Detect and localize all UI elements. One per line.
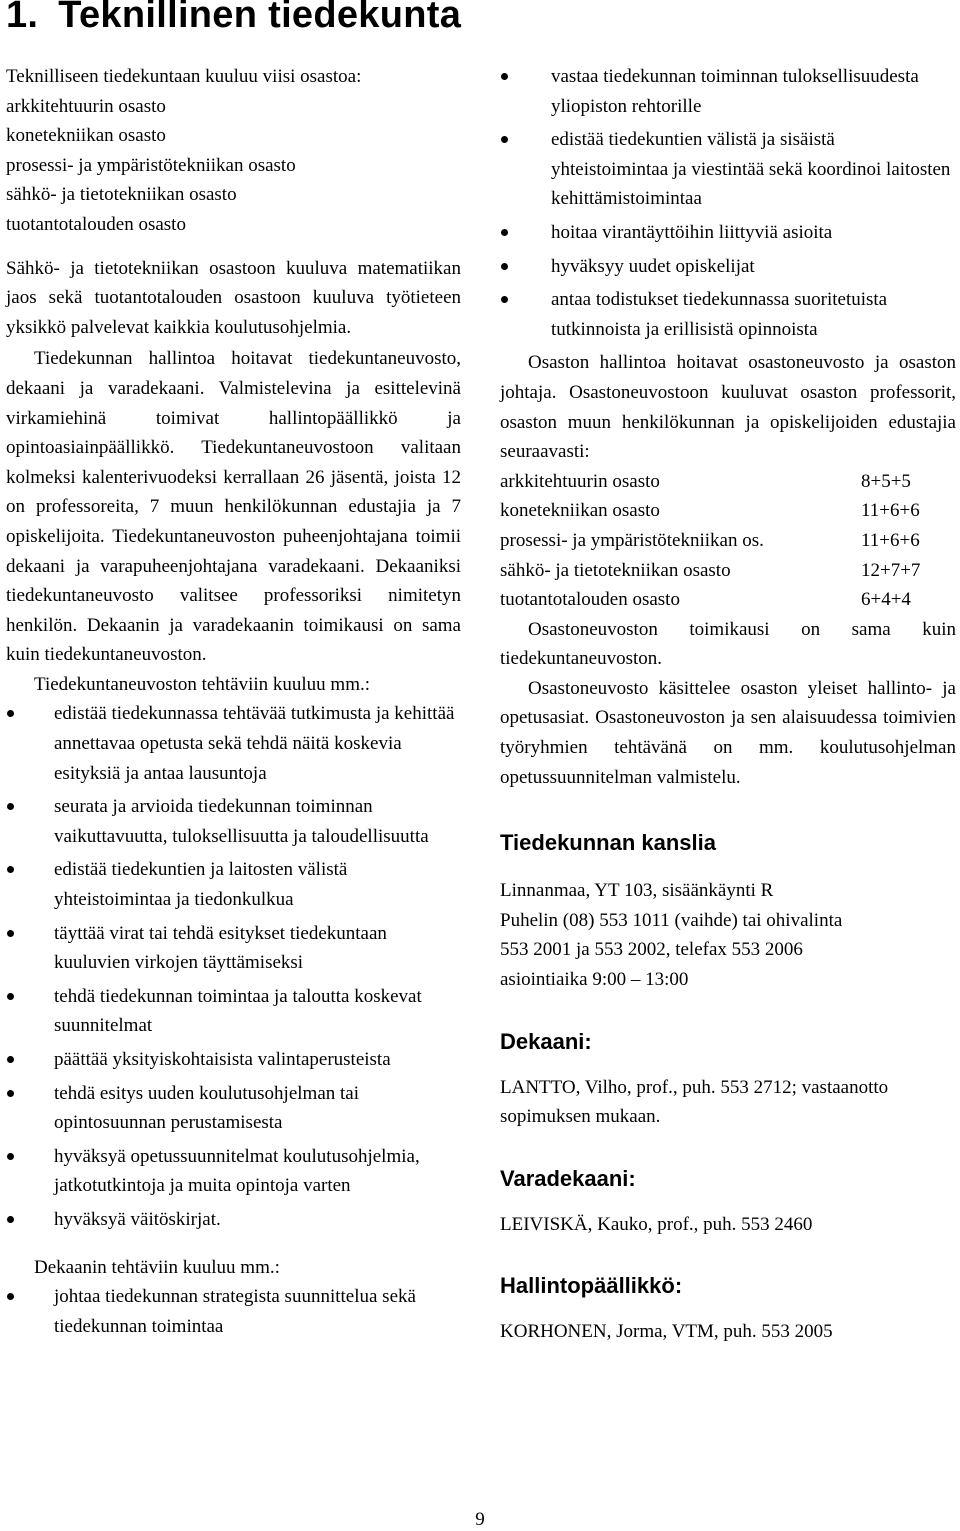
vice-dean-contact: LEIVISKÄ, Kauko, prof., puh. 553 2460 [500,1213,813,1235]
list-item: johtaa tiedekunnan strategista suunnittelua sekä tiedekunnan toimintaa [6,1282,461,1341]
service-paragraph: Sähkö- ja tietotekniikan osastoon kuuluva matematiikan jaos sekä tuotantotalouden osastoon kuuluva työtieteen yksikkö palvelevat kaikkia koulutusohjelmia. [6,257,461,338]
office-heading: Tiedekunnan kanslia [500,830,717,856]
bullet-icon [501,296,508,303]
seat-allocation: 11+6+6 [861,500,920,522]
bullet-icon [501,136,508,143]
bullet-icon [7,1090,14,1097]
dean-contact: LANTTO, Vilho, prof., puh. 553 2712; vastaanotto sopimuksen mukaan. [500,1076,889,1128]
bullet-icon [501,263,508,270]
tasks-paragraph: Osastoneuvosto käsittelee osaston yleiset hallinto- ja opetusasiat. Osastoneuvoston ja sen alaisuudessa toimivien työryhmien tehtävänä on mm. koulutusohjelman opetussuunnitelman valmistelu. [500,677,956,788]
bullet-icon [7,710,14,717]
department-name: arkkitehtuurin osasto [500,470,660,492]
page-number: 9 [475,1509,485,1530]
bullet-icon [7,866,14,873]
list-item: hoitaa virantäyttöihin liittyviä asioita [500,218,956,248]
council-duties-intro: Tiedekuntaneuvoston tehtäviin kuuluu mm.: [34,673,370,695]
intro-block [6,62,461,240]
administrative-head-heading: Hallintopäällikkö: [500,1273,683,1299]
seat-allocation: 8+5+5 [861,470,911,492]
department-name: prosessi- ja ympäristötekniikan os. [500,529,764,551]
bullet-icon [501,73,508,80]
bullet-icon [7,1293,14,1300]
right-column [500,62,956,1347]
list-item: tehdä esitys uuden koulutusohjelman tai opintosuunnan perustamisesta [6,1079,461,1138]
administration-paragraph: Tiedekunnan hallintoa hoitavat tiedekuntaneuvosto, dekaani ja varadekaani. Valmistelevina ja esittelevinä virkamiehinä toimivat hallintopäällikkö ja opintoasiainpäällikkö. Tiedekuntaneuvostoon valitaan kolmeksi kalenterivuodeksi kerrallaan 26 jäsentä, joista 12 on professoreita, 7 muun henkilökunnan edustajia ja 7 opiskelijoita. Tiedekuntaneuvoston puheenjohtajana toimii dekaani ja varapuheenjohtajana varadekaani. Dekaaniksi tiedekuntaneuvosto valitsee professoriksi nimitetyn henkilön. Dekaanin ja varadekaanin toimikausi on sama kuin tiedekuntaneuvoston. [6,348,461,666]
list-item: antaa todistukset tiedekunnassa suoritetuista tutkinnoista ja erillisistä opinnoista [500,285,956,344]
table-row [500,496,956,526]
term-paragraph: Osastoneuvoston toimikausi on sama kuin tiedekuntaneuvoston. [500,618,956,670]
bullet-icon [501,229,508,236]
dean-duties-continued-list [500,62,956,344]
department-line: prosessi- ja ympäristötekniikan osasto [6,154,296,176]
bullet-icon [7,993,14,1000]
department-line: sähkö- ja tietotekniikan osasto [6,184,237,206]
dean-duties-list [6,1282,461,1341]
table-row [500,585,956,615]
dean-duties-intro: Dekaanin tehtäviin kuuluu mm.: [34,1256,280,1278]
administrative-head-contact: KORHONEN, Jorma, VTM, puh. 553 2005 [500,1321,833,1343]
department-name: tuotantotalouden osasto [500,589,680,611]
office-line: Puhelin (08) 553 1011 (vaihde) tai ohivalinta [500,909,843,931]
office-line: Linnanmaa, YT 103, sisäänkäynti R [500,880,774,902]
page-title [6,0,461,37]
list-item: päättää yksityiskohtaisista valintaperusteista [6,1045,461,1075]
department-administration-paragraph: Osaston hallintoa hoitavat osastoneuvosto ja osaston johtaja. Osastoneuvostoon kuuluvat osaston professorit, osaston muun henkilökunnan ja opiskelijoiden edustajia seuraavasti: [500,352,956,463]
office-contact [500,876,956,994]
seat-allocation: 12+7+7 [861,559,921,581]
bullet-icon [7,1056,14,1063]
seat-allocation: 11+6+6 [861,529,920,551]
table-row [500,556,956,586]
department-line: arkkitehtuurin osasto [6,95,166,117]
section-number: 1. [6,0,39,36]
intro-line: Teknilliseen tiedekuntaan kuuluu viisi osastoa: [6,66,362,87]
council-duties-list [6,699,461,1234]
dean-heading: Dekaani: [500,1028,592,1054]
department-name: konetekniikan osasto [500,500,660,522]
list-item: edistää tiedekunnassa tehtävää tutkimusta ja kehittää annettavaa opetusta sekä tehdä näitä koskevia esityksiä ja antaa lausuntoja [6,699,461,788]
table-row [500,467,956,497]
list-item: edistää tiedekuntien ja laitosten välistä yhteistoimintaa ja tiedonkulkua [6,855,461,914]
vice-dean-heading: Varadekaani: [500,1165,636,1191]
office-line: asiointiaika 9:00 – 13:00 [500,969,689,991]
bullet-icon [7,930,14,937]
list-item: täyttää virat tai tehdä esitykset tiedekuntaan kuuluvien virkojen täyttämiseksi [6,919,461,978]
section-title: Teknillinen tiedekunta [58,0,462,36]
bullet-icon [7,1153,14,1160]
seat-allocation: 6+4+4 [861,589,911,611]
list-item: edistää tiedekuntien välistä ja sisäistä yhteistoimintaa ja viestintää sekä koordinoi laitosten kehittämistoimintaa [500,125,956,214]
table-row [500,526,956,556]
left-column [6,62,461,1345]
council-allocation-table [500,467,956,615]
list-item: hyväksyy uudet opiskelijat [500,252,956,282]
list-item: seurata ja arvioida tiedekunnan toiminnan vaikuttavuutta, tuloksellisuutta ja taloudellisuutta [6,792,461,851]
bullet-icon [7,803,14,810]
department-line: konetekniikan osasto [6,125,166,147]
department-line: tuotantotalouden osasto [6,213,186,235]
list-item: hyväksyä väitöskirjat. [6,1205,461,1235]
list-item: tehdä tiedekunnan toimintaa ja taloutta koskevat suunnitelmat [6,982,461,1041]
list-item: hyväksyä opetussuunnitelmat koulutusohjelmia, jatkotutkintoja ja muita opintoja varten [6,1142,461,1201]
department-name: sähkö- ja tietotekniikan osasto [500,559,731,581]
bullet-icon [7,1216,14,1223]
office-line: 553 2001 ja 553 2002, telefax 553 2006 [500,939,803,961]
list-item: vastaa tiedekunnan toiminnan tuloksellisuudesta yliopiston rehtorille [500,62,956,121]
